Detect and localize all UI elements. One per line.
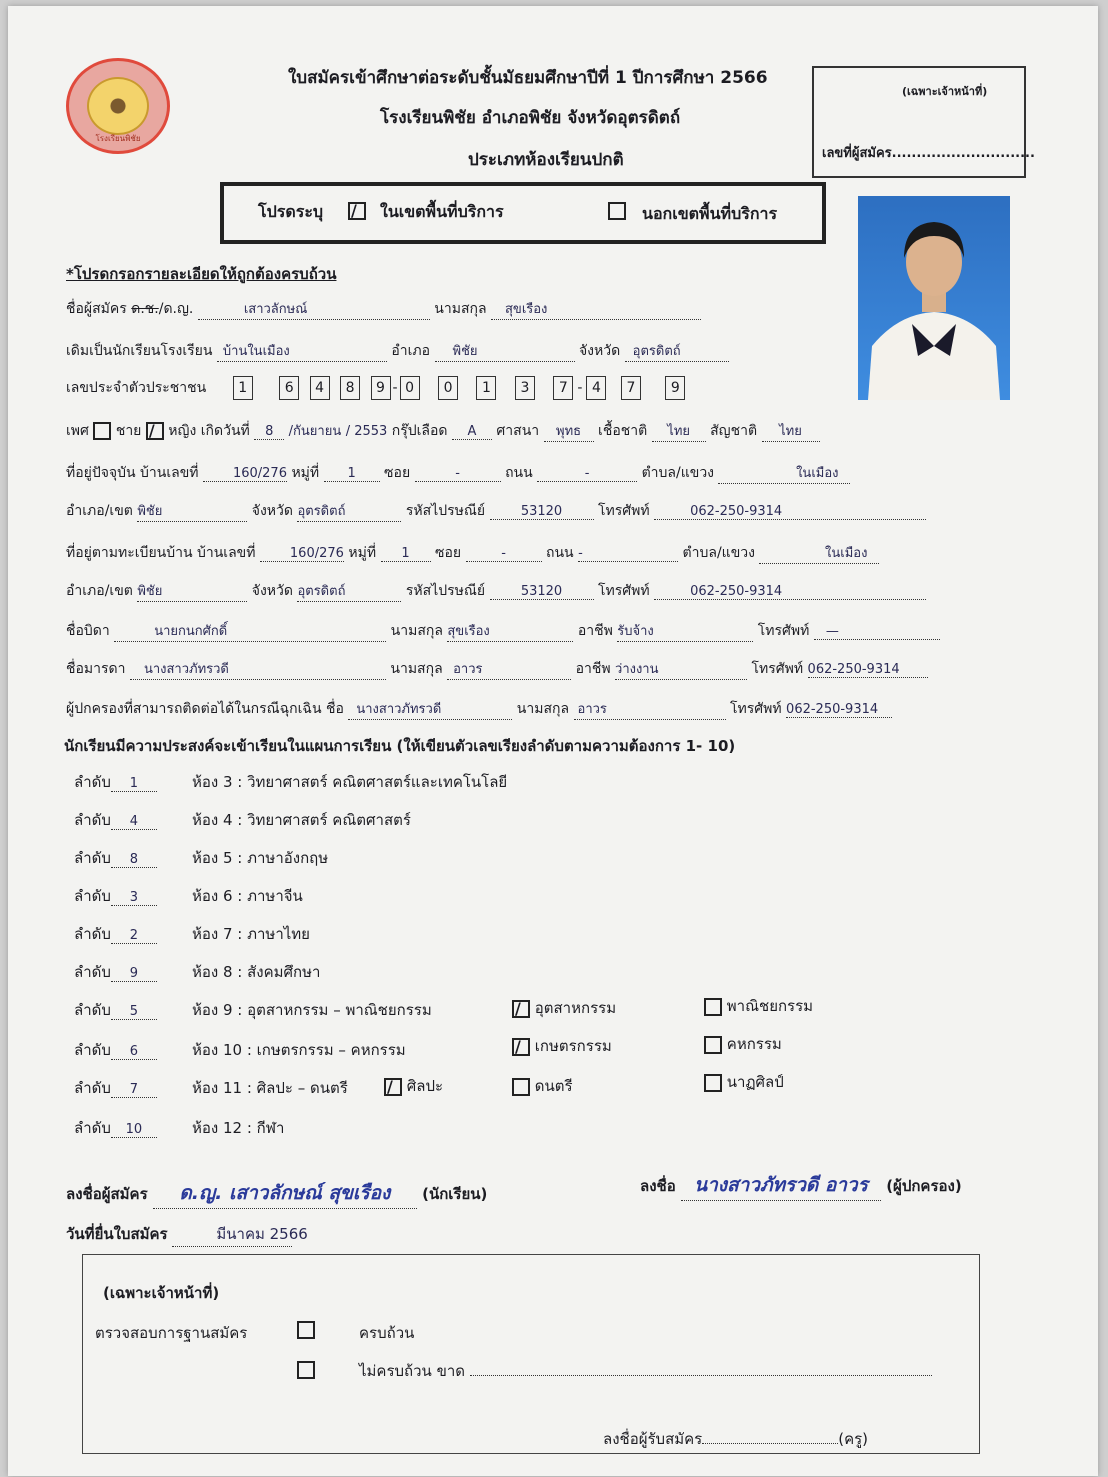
prev-district-field[interactable]: พิชัย — [435, 340, 575, 362]
father-job-field[interactable]: รับจ้าง — [617, 620, 753, 642]
id-digit[interactable]: 7 — [553, 376, 573, 400]
blood-field[interactable]: A — [452, 424, 492, 440]
phone-label: โทรศัพท์ — [597, 503, 650, 519]
seal-text: โรงเรียนพิชัย — [95, 134, 141, 143]
birth-month-field[interactable]: /กันยายน — [288, 424, 342, 439]
rank-label: ลำดับ — [74, 811, 111, 829]
applicant-photo — [858, 196, 1010, 400]
form-title: ใบสมัครเข้าศึกษาต่อระดับชั้นมัธยมศึกษาปีที่ 1 ปีการศึกษา 2566 — [288, 68, 768, 88]
id-digit[interactable]: 7 — [621, 376, 641, 400]
nationality-label: สัญชาติ — [710, 423, 758, 439]
id-digit[interactable]: 9 — [665, 376, 685, 400]
plan-row-10 — [74, 1038, 406, 1062]
music-label: ดนตรี — [534, 1077, 573, 1095]
reg-province-label: จังหวัด — [251, 583, 293, 599]
guardian-signature-row — [640, 1170, 962, 1201]
mother-job-label: อาชีพ — [575, 661, 611, 677]
staff-title: (เฉพาะเจ้าหน้าที่) — [103, 1284, 220, 1302]
guardian-label: ผู้ปกครองที่สามารถติดต่อได้ในกรณีฉุกเฉิน ชื่อ — [66, 701, 344, 717]
id-digit[interactable]: 0 — [400, 376, 420, 400]
area-prompt: โปรดระบุ — [258, 202, 324, 221]
receiver-role: (ครู) — [838, 1430, 869, 1448]
prev-school-label: เดิมเป็นนักเรียนโรงเรียน — [66, 343, 213, 359]
applicant-signature-row — [66, 1178, 487, 1209]
gender-label: เพศ — [66, 423, 89, 439]
female-checkbox[interactable]: / — [146, 422, 164, 440]
soi-field[interactable]: - — [415, 466, 501, 482]
rank-field[interactable]: 7 — [111, 1082, 157, 1098]
plan-room-label: ห้อง 12 : กีฬา — [192, 1119, 285, 1137]
male-checkbox[interactable] — [93, 422, 111, 440]
subdistrict-label: ตำบล/แขวง — [641, 465, 715, 481]
plan-room-label: ห้อง 7 : ภาษาไทย — [192, 925, 310, 943]
province-label: จังหวัด — [251, 503, 293, 519]
road-field[interactable]: - — [537, 466, 637, 482]
office-use-label: (เฉพาะเจ้าหน้าที่) — [902, 85, 988, 98]
rank-field[interactable]: 4 — [111, 814, 157, 830]
reg-subdistrict-field[interactable]: ในเมือง — [759, 542, 879, 564]
guardian-surname-label: นามสกุล — [516, 701, 570, 717]
male-label: ชาย — [115, 423, 142, 439]
applicant-sign-label: ลงชื่อผู้สมัคร — [66, 1185, 148, 1203]
gender-birth-row — [66, 420, 820, 442]
applicant-name-row — [66, 298, 701, 320]
rank-field[interactable]: 10 — [111, 1122, 157, 1138]
province-field[interactable]: อุตรดิตถ์ — [297, 500, 401, 522]
plan-row-4 — [74, 808, 411, 832]
registered-address-label: ที่อยู่ตามทะเบียนบ้าน บ้านเลขที่ — [66, 545, 256, 561]
agriculture-checkbox[interactable]: / — [512, 1038, 530, 1056]
school-name: โรงเรียนพิชัย อำเภอพิชัย จังหวัดอุตรดิตถ์ — [380, 108, 681, 128]
rank-label: ลำดับ — [74, 925, 111, 943]
id-digit[interactable]: 4 — [310, 376, 330, 400]
plan-row-7 — [74, 922, 310, 946]
art-option — [384, 1074, 443, 1098]
house-no-field[interactable]: 160/276 — [203, 466, 287, 482]
previous-school-row — [66, 340, 729, 362]
id-digit[interactable]: 8 — [340, 376, 360, 400]
reg-subdistrict-label: ตำบล/แขวง — [682, 545, 755, 561]
industry-checkbox[interactable]: / — [512, 1000, 530, 1018]
rank-label: ลำดับ — [74, 849, 111, 867]
guardian-name-field[interactable]: นางสาวภัทรวดี — [348, 698, 512, 720]
prefix-struck: ด.ช. — [131, 301, 159, 317]
id-label: เลขประจำตัวประชาชน — [66, 380, 207, 396]
rank-label: ลำดับ — [74, 773, 111, 791]
in-area-label: ในเขตพื้นที่บริการ — [380, 202, 504, 221]
rank-field[interactable]: 6 — [111, 1044, 157, 1060]
music-checkbox[interactable] — [512, 1078, 530, 1096]
district-field[interactable]: พิชัย — [137, 500, 247, 522]
industry-label: อุตสาหกรรม — [534, 999, 617, 1017]
missing-items-field[interactable] — [470, 1361, 932, 1376]
plan-row-8 — [74, 960, 321, 984]
mother-phone-field[interactable]: 062-250-9314 — [808, 662, 928, 678]
incomplete-row — [359, 1359, 932, 1383]
prev-province-label: จังหวัด — [578, 343, 621, 359]
plan-room-label: ห้อง 10 : เกษตรกรรม – คหกรรม — [192, 1041, 406, 1059]
plan-row-11 — [74, 1076, 348, 1100]
mother-job-field[interactable]: ว่างงาน — [615, 658, 747, 680]
plan-room-label: ห้อง 11 : ศิลปะ – ดนตรี — [192, 1079, 348, 1097]
id-digit[interactable]: 9 — [371, 376, 391, 400]
office-use-box — [812, 66, 1035, 178]
postcode-field[interactable]: 53120 — [490, 504, 594, 520]
rank-field[interactable]: 8 — [111, 852, 157, 868]
plan-room-label: ห้อง 5 : ภาษาอังกฤษ — [192, 849, 329, 867]
art-checkbox[interactable]: / — [384, 1078, 402, 1096]
current-address-row-2 — [66, 500, 926, 522]
mother-surname-label: นามสกุล — [390, 661, 443, 677]
date-field[interactable]: มีนาคม 2566 — [172, 1222, 292, 1247]
female-label: หญิง — [168, 423, 197, 439]
phone-field[interactable]: 062-250-9314 — [654, 504, 926, 520]
home-econ-option — [704, 1032, 782, 1056]
reg-phone-label: โทรศัพท์ — [597, 583, 650, 599]
rank-field[interactable]: 9 — [111, 966, 157, 982]
receiver-row — [603, 1427, 868, 1451]
prev-school-field[interactable]: บ้านในเมือง — [217, 340, 387, 362]
reg-district-label: อำเภอ/เขต — [66, 583, 133, 599]
plan-row-12 — [74, 1116, 285, 1140]
father-row — [66, 620, 940, 642]
guardian-phone-label: โทรศัพท์ — [729, 701, 782, 717]
moo-field[interactable]: 1 — [324, 466, 380, 482]
rank-label: ลำดับ — [74, 1079, 111, 1097]
dance-checkbox[interactable] — [704, 1074, 722, 1092]
father-label: ชื่อบิดา — [66, 623, 110, 639]
mother-row — [66, 658, 928, 680]
prev-province-field[interactable]: อุตรดิตถ์ — [625, 340, 729, 362]
prefix-selected: /ด.ญ. — [158, 301, 194, 317]
guardian-phone-field[interactable]: 062-250-9314 — [786, 702, 892, 718]
id-dash: - — [577, 380, 583, 396]
reg-soi-field[interactable]: - — [466, 546, 542, 562]
plan-room-label: ห้อง 8 : สังคมศึกษา — [192, 963, 321, 981]
guardian-row — [66, 698, 892, 720]
rank-field[interactable]: 1 — [111, 776, 157, 792]
incomplete-label: ไม่ครบถ้วน ขาด — [359, 1362, 465, 1380]
student-portrait-icon — [858, 196, 1010, 400]
in-area-checkbox[interactable]: / — [348, 202, 366, 220]
father-name-field[interactable]: นายกนกศักดิ์ — [114, 620, 386, 642]
art-label: ศิลปะ — [406, 1077, 444, 1095]
out-area-label: นอกเขตพื้นที่บริการ — [642, 204, 778, 223]
class-type: ประเภทห้องเรียนปกติ — [468, 150, 624, 170]
date-label: วันที่ยื่นใบสมัคร — [66, 1225, 168, 1243]
name-label: ชื่อผู้สมัคร — [66, 301, 127, 317]
prev-district-label: อำเภอ — [391, 343, 431, 359]
id-digit[interactable]: 4 — [586, 376, 606, 400]
reg-province-field[interactable]: อุตรดิตถ์ — [297, 580, 401, 602]
religion-field[interactable]: พุทธ — [544, 420, 594, 442]
instruction: *โปรดกรอกรายละเอียดให้ถูกต้องครบถ้วน — [66, 265, 337, 283]
check-documents-label: ตรวจสอบการฐานสมัคร — [95, 1324, 248, 1342]
id-dash: - — [392, 380, 398, 396]
guardian-signature[interactable]: นางสาวภัทรวดี อาวร — [681, 1170, 881, 1201]
id-digit[interactable]: 0 — [438, 376, 458, 400]
plan-row-6 — [74, 884, 303, 908]
birth-day-field[interactable]: 8 — [254, 424, 284, 440]
id-digit[interactable]: 6 — [279, 376, 299, 400]
reg-road-label: ถนน — [546, 545, 574, 561]
home-econ-checkbox[interactable] — [704, 1036, 722, 1054]
subdistrict-field[interactable]: ในเมือง — [718, 462, 850, 484]
blood-label: กรุ๊ปเลือด — [391, 423, 448, 439]
incomplete-checkbox[interactable] — [297, 1361, 315, 1379]
birth-label: เกิดวันที่ — [200, 423, 250, 439]
plan-row-5 — [74, 846, 329, 870]
commerce-checkbox[interactable] — [704, 998, 722, 1016]
moo-label: หมู่ที่ — [291, 465, 320, 481]
commerce-option — [704, 994, 813, 1018]
applicant-number-field[interactable]: เลขที่ผู้สมัคร............................. — [822, 146, 1035, 161]
race-field[interactable]: ไทย — [652, 420, 706, 442]
birth-year-field[interactable]: / 2553 — [345, 424, 388, 439]
plan-room-label: ห้อง 3 : วิทยาศาสตร์ คณิตศาสตร์และเทคโนโลยี — [192, 773, 508, 791]
nationality-field[interactable]: ไทย — [762, 420, 820, 442]
rank-label: ลำดับ — [74, 1041, 111, 1059]
school-seal-logo — [66, 58, 170, 154]
music-option — [512, 1074, 573, 1098]
father-job-label: อาชีพ — [577, 623, 613, 639]
district-label: อำเภอ/เขต — [66, 503, 133, 519]
father-phone-field[interactable]: — — [814, 624, 940, 640]
current-address-label: ที่อยู่ปัจจุบัน บ้านเลขที่ — [66, 465, 199, 481]
receiver-signature-field[interactable] — [702, 1429, 838, 1444]
dance-option — [704, 1070, 784, 1094]
complete-checkbox[interactable] — [297, 1321, 315, 1339]
rank-field[interactable]: 3 — [111, 890, 157, 906]
mother-label: ชื่อมารดา — [66, 661, 126, 677]
registered-address-row — [66, 542, 879, 564]
father-surname-field[interactable]: สุขเรือง — [447, 620, 573, 642]
reg-district-field[interactable]: พิชัย — [137, 580, 247, 602]
id-digit[interactable]: 3 — [515, 376, 535, 400]
reg-postcode-label: รหัสไปรษณีย์ — [405, 583, 486, 599]
reg-road-field[interactable]: - — [578, 546, 678, 562]
mother-phone-label: โทรศัพท์ — [751, 661, 804, 677]
reg-soi-label: ซอย — [434, 545, 462, 561]
rank-field[interactable]: 5 — [111, 1004, 157, 1020]
race-label: เชื้อชาติ — [598, 423, 648, 439]
road-label: ถนน — [505, 465, 533, 481]
rank-field[interactable]: 2 — [111, 928, 157, 944]
rank-label: ลำดับ — [74, 887, 111, 905]
rank-label: ลำดับ — [74, 1001, 111, 1019]
mother-surname-field[interactable]: อาวร — [447, 658, 571, 680]
dance-label: นาฏศิลป์ — [726, 1073, 784, 1091]
national-id-row — [66, 376, 691, 400]
applicant-signature[interactable]: ด.ญ. เสาวลักษณ์ สุขเรือง — [153, 1178, 417, 1209]
plan-row-9 — [74, 998, 432, 1022]
soi-label: ซอย — [384, 465, 411, 481]
home-econ-label: คหกรรม — [726, 1035, 782, 1053]
plan-room-label: ห้อง 9 : อุตสาหกรรม – พาณิชยกรรม — [192, 1001, 432, 1019]
reg-phone-field[interactable]: 062-250-9314 — [654, 584, 926, 600]
registered-address-row-2 — [66, 580, 926, 602]
out-area-checkbox[interactable] — [608, 202, 626, 220]
reg-postcode-field[interactable]: 53120 — [490, 584, 594, 600]
reg-moo-label: หมู่ที่ — [348, 545, 377, 561]
applicant-role: (นักเรียน) — [422, 1185, 488, 1203]
plan-row-3 — [74, 770, 508, 794]
seal-emblem-icon — [87, 77, 149, 135]
guardian-role: (ผู้ปกครอง) — [886, 1177, 962, 1195]
father-surname-label: นามสกุล — [390, 623, 443, 639]
guardian-surname-field[interactable]: อาวร — [574, 698, 726, 720]
rank-label: ลำดับ — [74, 963, 111, 981]
reg-moo-field[interactable]: 1 — [381, 546, 431, 562]
service-area-box — [220, 182, 826, 244]
postcode-label: รหัสไปรษณีย์ — [405, 503, 486, 519]
application-form — [8, 6, 1098, 1476]
father-phone-label: โทรศัพท์ — [757, 623, 810, 639]
complete-label: ครบถ้วน — [359, 1324, 415, 1342]
first-name-field[interactable]: เสาวลักษณ์ — [198, 298, 430, 320]
surname-field[interactable]: สุขเรือง — [491, 298, 701, 320]
id-digit[interactable]: 1 — [476, 376, 496, 400]
commerce-label: พาณิชยกรรม — [726, 997, 814, 1015]
plan-heading: นักเรียนมีความประสงค์จะเข้าเรียนในแผนการเรียน (ให้เขียนตัวเลขเรียงลำดับตามความต้องการ 1- 10) — [64, 737, 736, 755]
plan-room-label: ห้อง 4 : วิทยาศาสตร์ คณิตศาสตร์ — [192, 811, 411, 829]
plan-room-label: ห้อง 6 : ภาษาจีน — [192, 887, 303, 905]
agriculture-option — [512, 1034, 612, 1058]
staff-only-box — [82, 1254, 980, 1454]
rank-label: ลำดับ — [74, 1119, 111, 1137]
mother-name-field[interactable]: นางสาวภัทรวดี — [130, 658, 386, 680]
id-digit[interactable]: 1 — [233, 376, 253, 400]
reg-house-no-field[interactable]: 160/276 — [260, 546, 344, 562]
receiver-label: ลงชื่อผู้รับสมัคร — [603, 1430, 703, 1448]
current-address-row — [66, 462, 850, 484]
agriculture-label: เกษตรกรรม — [534, 1037, 612, 1055]
surname-label: นามสกุล — [434, 301, 487, 317]
religion-label: ศาสนา — [496, 423, 540, 439]
industry-option — [512, 996, 616, 1020]
submit-date-row — [66, 1222, 308, 1247]
guardian-sign-label: ลงชื่อ — [640, 1177, 676, 1195]
